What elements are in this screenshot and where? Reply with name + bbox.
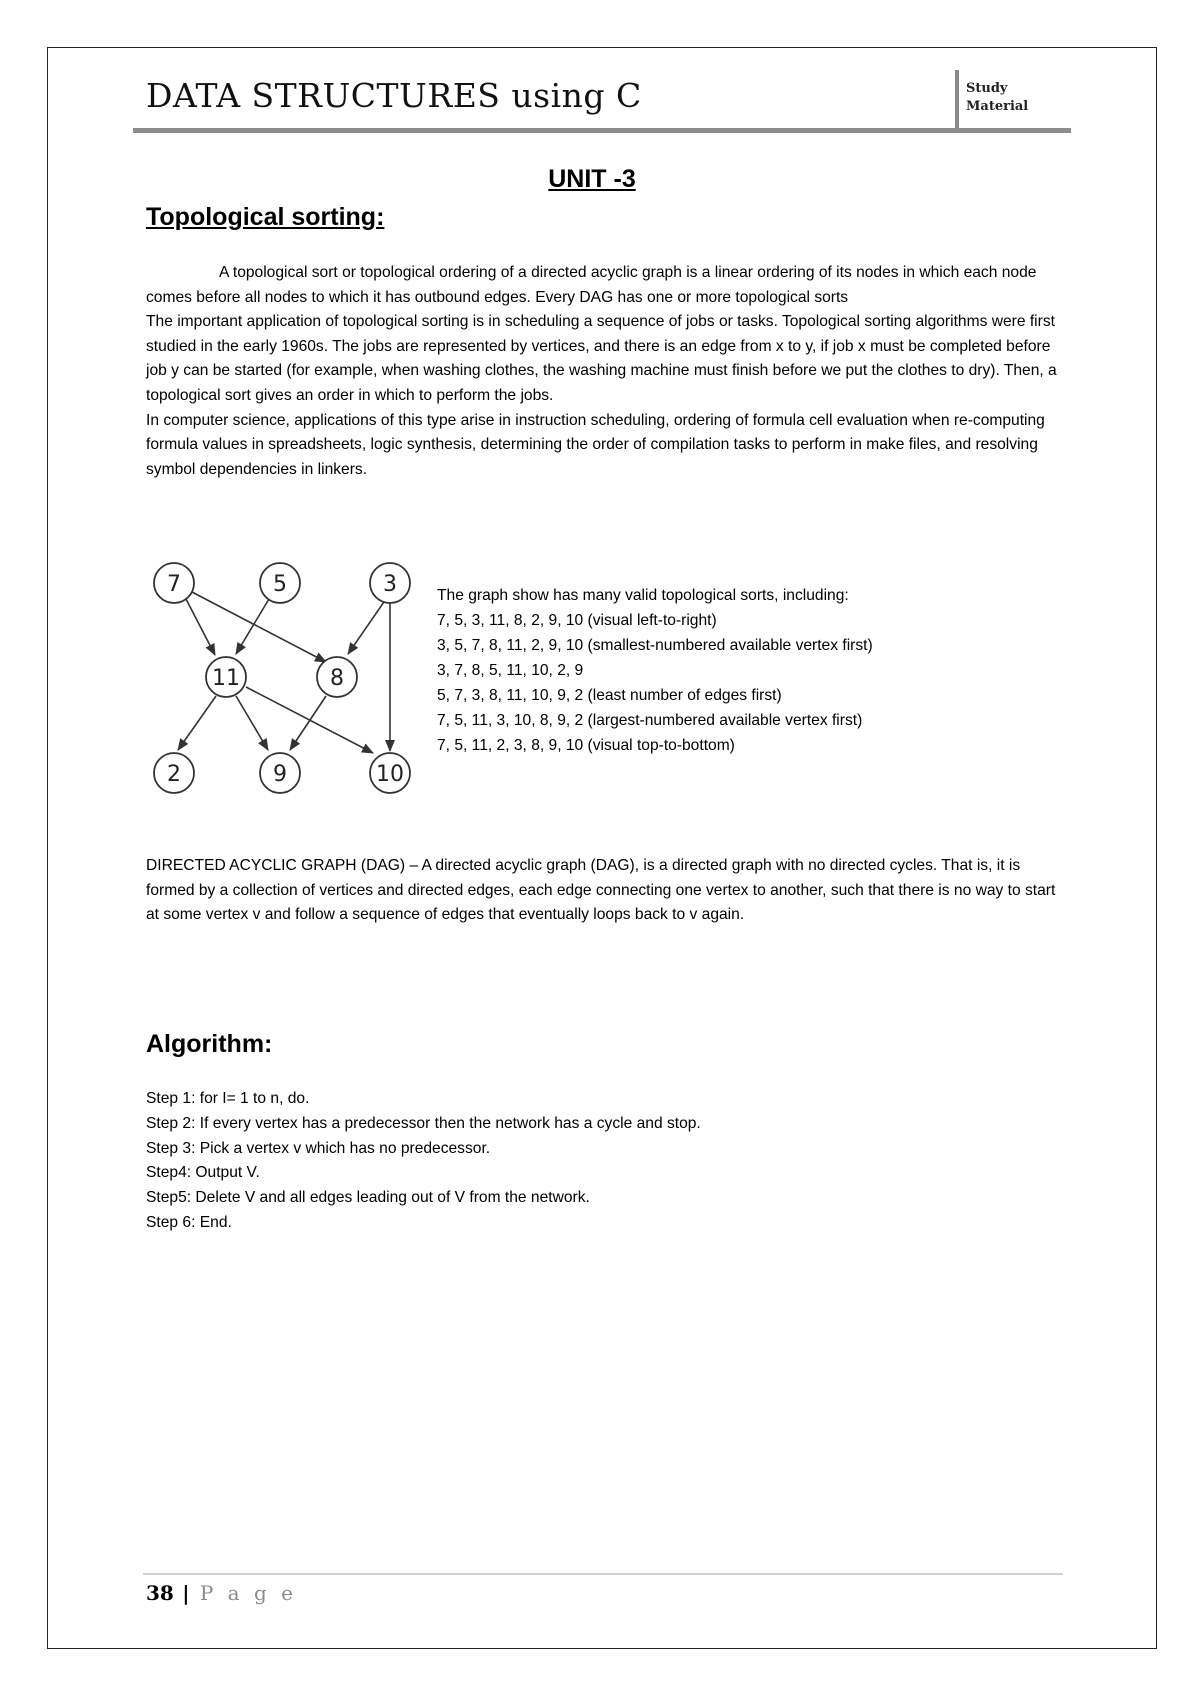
node-9-label: 9 bbox=[273, 762, 287, 787]
header-side-label bbox=[966, 80, 1028, 116]
node-10 bbox=[370, 753, 410, 793]
paragraph-computer-science: In computer science, applications of this type arise in instruction scheduling, ordering of formula cell evaluation when re-computing formula values in spreadsheets, logic synthesis, determining the order of compilation tasks to perform in make files, and resolving symbol dependencies in linkers. bbox=[146, 411, 1045, 478]
node-8 bbox=[317, 657, 357, 697]
header-side-line1: Study bbox=[966, 81, 1008, 96]
node-2-label: 2 bbox=[167, 762, 181, 787]
sort-item: 7, 5, 3, 11, 8, 2, 9, 10 (visual left-to-right) bbox=[437, 612, 717, 629]
footer-rule bbox=[143, 1573, 1063, 1575]
edge-7-11 bbox=[186, 599, 215, 655]
node-7 bbox=[154, 563, 194, 603]
edge-3-8 bbox=[348, 599, 386, 654]
header-separator bbox=[955, 70, 959, 130]
node-2 bbox=[154, 753, 194, 793]
section-heading-algorithm: Algorithm: bbox=[146, 1030, 273, 1058]
node-11-label: 11 bbox=[212, 666, 240, 691]
page-word: P a g e bbox=[199, 1581, 297, 1605]
algorithm-steps bbox=[146, 1087, 701, 1236]
sort-item: 3, 7, 8, 5, 11, 10, 2, 9 bbox=[437, 662, 584, 679]
algorithm-step: Step 1: for I= 1 to n, do. bbox=[146, 1090, 310, 1107]
page-number: 38 bbox=[146, 1581, 174, 1605]
node-8-label: 8 bbox=[330, 666, 344, 691]
paragraph-definition-text: A topological sort or topological ordering of a directed acyclic graph is a linear ordering of its nodes in which each node comes before all nodes to which it has outbound edges. Every DAG has one or more topological sorts bbox=[146, 264, 1037, 306]
edge-5-11 bbox=[236, 599, 269, 654]
unit-title-text: UNIT -3 bbox=[548, 165, 636, 193]
edge-11-9 bbox=[236, 696, 268, 750]
node-3-label: 3 bbox=[383, 572, 397, 597]
paragraph-application: The important application of topological sorting is in scheduling a sequence of jobs or tasks. Topological sorting algorithms were first studied in the early 1960s. The jobs are represented by vertices, and there is an edge from x to y, if job x must be completed before job y can be started (for example, when washing clothes, the washing machine must finish before we put the clothes to dry). Then, a topological sort gives an order in which to perform the jobs. bbox=[146, 313, 1057, 404]
paragraph-definition bbox=[146, 261, 1066, 310]
edge-8-9 bbox=[290, 696, 326, 750]
header-side-line2: Material bbox=[966, 99, 1029, 114]
section-heading-topological-sorting: Topological sorting: bbox=[146, 203, 385, 231]
footer-separator: | bbox=[182, 1581, 190, 1605]
sort-item: 5, 7, 3, 8, 11, 10, 9, 2 (least number of edges first) bbox=[437, 687, 782, 704]
algorithm-step: Step 6: End. bbox=[146, 1213, 232, 1231]
node-5 bbox=[260, 563, 300, 603]
node-10-label: 10 bbox=[376, 762, 404, 787]
edge-11-2 bbox=[178, 696, 216, 750]
algorithm-step: Step4: Output V. bbox=[146, 1164, 260, 1182]
node-5-label: 5 bbox=[273, 572, 287, 597]
dag-nodes bbox=[154, 563, 410, 793]
page-footer bbox=[146, 1581, 297, 1605]
dag-diagram bbox=[140, 555, 430, 805]
header-title: DATA STRUCTURES using C bbox=[146, 76, 642, 115]
node-9 bbox=[260, 753, 300, 793]
node-3 bbox=[370, 563, 410, 603]
algorithm-step: Step 2: If every vertex has a predecessor then the network has a cycle and stop. bbox=[146, 1114, 701, 1132]
node-7-label: 7 bbox=[167, 572, 181, 597]
sort-item: 7, 5, 11, 2, 3, 8, 9, 10 (visual top-to-bottom) bbox=[437, 737, 735, 754]
node-11 bbox=[206, 657, 246, 697]
algorithm-step: Step 3: Pick a vertex v which has no predecessor. bbox=[146, 1139, 491, 1157]
sort-item: 7, 5, 11, 3, 10, 8, 9, 2 (largest-numbered available vertex first) bbox=[437, 712, 863, 729]
algorithm-step: Step5: Delete V and all edges leading out of V from the network. bbox=[146, 1189, 590, 1207]
intro-paragraphs bbox=[146, 261, 1066, 482]
sorts-intro: The graph show has many valid topological sorts, including: bbox=[437, 587, 849, 604]
unit-title bbox=[0, 165, 1200, 194]
topological-sorts-list bbox=[437, 583, 873, 758]
sort-item: 3, 5, 7, 8, 11, 2, 9, 10 (smallest-numbered available vertex first) bbox=[437, 637, 873, 654]
dag-definition-paragraph: DIRECTED ACYCLIC GRAPH (DAG) – A directed acyclic graph (DAG), is a directed graph with no directed cycles. That is, it is formed by a collection of vertices and directed edges, each edge connecting one vertex to another, such that there is no way to start at some vertex v and follow a sequence of edges that eventually loops back to v again. bbox=[146, 857, 1056, 924]
header-rule bbox=[133, 128, 1071, 133]
edge-7-8 bbox=[192, 592, 326, 662]
